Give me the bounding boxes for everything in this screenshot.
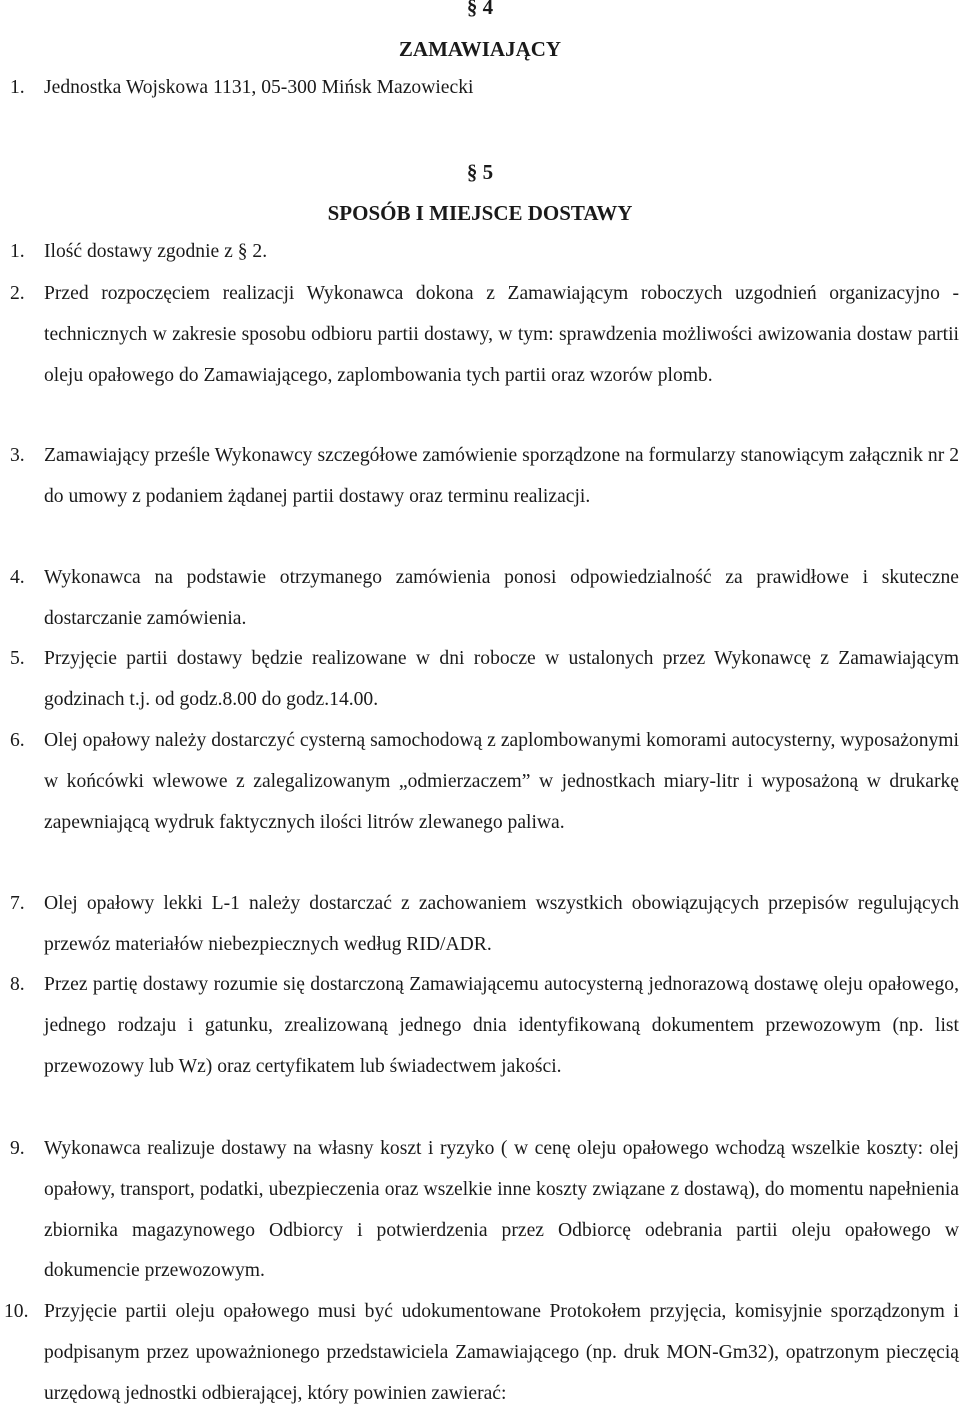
list-item-text: Jednostka Wojskowa 1131, 05-300 Mińsk Mazowiecki [44,77,474,98]
list-item-text: Ilość dostawy zgodnie z § 2. [44,241,268,262]
list-item [10,558,959,640]
list-item-text: Zamawiający prześle Wykonawcy szczegółowe zamówienie sporządzone na formularzy stanowiącym załącznik nr 2 do umowy z podaniem żądanej partii dostawy oraz terminu realizacji. [44,445,959,507]
list-item [10,436,959,518]
list-item-text: Przyjęcie partii oleju opałowego musi być udokumentowane Protokołem przyjęcia, komisyjnie sporządzonym i podpisanym przez upoważnionego przedstawiciela Zamawiającego (np. druk MON-Gm32), opatrzonym pieczęcią urzędową jednostki odbierającej, który powinien zawierać: [44,1301,959,1404]
section-4-title: ZAMAWIAJĄCY [398,37,562,61]
list-item-text: Wykonawca na podstawie otrzymanego zamówienia ponosi odpowiedzialność za prawidłowe i skuteczne dostarczanie zamówienia. [44,567,959,629]
list-item-number: 1. [10,77,25,98]
list-item-number: 6. [10,730,25,751]
list-item-number: 5. [10,648,25,669]
list-item-text: Wykonawca realizuje dostawy na własny koszt i ryzyko ( w cenę oleju opałowego wchodzą wszelkie koszty: olej opałowy, transport, podatki, ubezpieczenia oraz wszelkie inne koszty związane z dostawą), do momentu napełnienia zbiornika magazynowego Odbiorcy i potwierdzenia przez Odbiorcę odebrania partii oleju opałowego w dokumencie przewozowym. [44,1138,959,1282]
list-item-number: 2. [10,283,25,304]
list-item [10,639,959,721]
list-item [10,1129,959,1292]
list-item [10,76,959,100]
list-item-number: 3. [10,445,25,466]
list-item-text: Przyjęcie partii dostawy będzie realizowane w dni robocze w ustalonych przez Wykonawcę z Zamawiającym godzinach t.j. od godz.8.00 do godz.14.00. [44,648,959,710]
list-item-number: 10. [4,1301,29,1322]
list-item [4,1292,959,1414]
section-5-sign: § 5 [466,160,494,184]
list-item-text: Olej opałowy lekki L-1 należy dostarczać z zachowaniem wszystkich obowiązujących przepisów regulujących przewóz materiałów niebezpiecznych według RID/ADR. [44,893,959,955]
list-item-text: Przed rozpoczęciem realizacji Wykonawca dokona z Zamawiającym roboczych uzgodnień organizacyjno - technicznych w zakresie sposobu odbioru partii dostawy, w tym: sprawdzenia możliwości awizowania dostaw partii oleju opałowego do Zamawiającego, zaplombowania tych partii oraz wzorów plomb. [44,283,959,386]
list-item [10,965,959,1087]
list-item [10,884,959,966]
list-item [10,240,959,264]
list-item-number: 8. [10,974,25,995]
list-item-number: 4. [10,567,25,588]
list-item-number: 7. [10,893,25,914]
list-item-text: Przez partię dostawy rozumie się dostarczoną Zamawiającemu autocysterną jednorazową dostawę oleju opałowego, jednego rodzaju i gatunku, zrealizowaną jednego dnia identyfikowaną dokumentem przewozowym (np. list przewozowy lub Wz) oraz certyfikatem lub świadectwem jakości. [44,974,959,1077]
list-item [10,721,959,843]
list-item-number: 9. [10,1138,25,1159]
section-4-sign: § 4 [466,0,494,19]
list-item [10,274,959,396]
list-item-number: 1. [10,241,25,262]
list-item-text: Olej opałowy należy dostarczyć cysterną samochodową z zaplombowanymi komorami autocysterny, wyposażonymi w końcówki wlewowe z zalegalizowanym „odmierzaczem” w jednostkach miary-litr i wyposażoną w drukarkę zapewniającą wydruk faktycznych ilości litrów zlewanego paliwa. [44,730,959,833]
section-5-title: SPOSÓB I MIEJSCE DOSTAWY [327,201,633,225]
